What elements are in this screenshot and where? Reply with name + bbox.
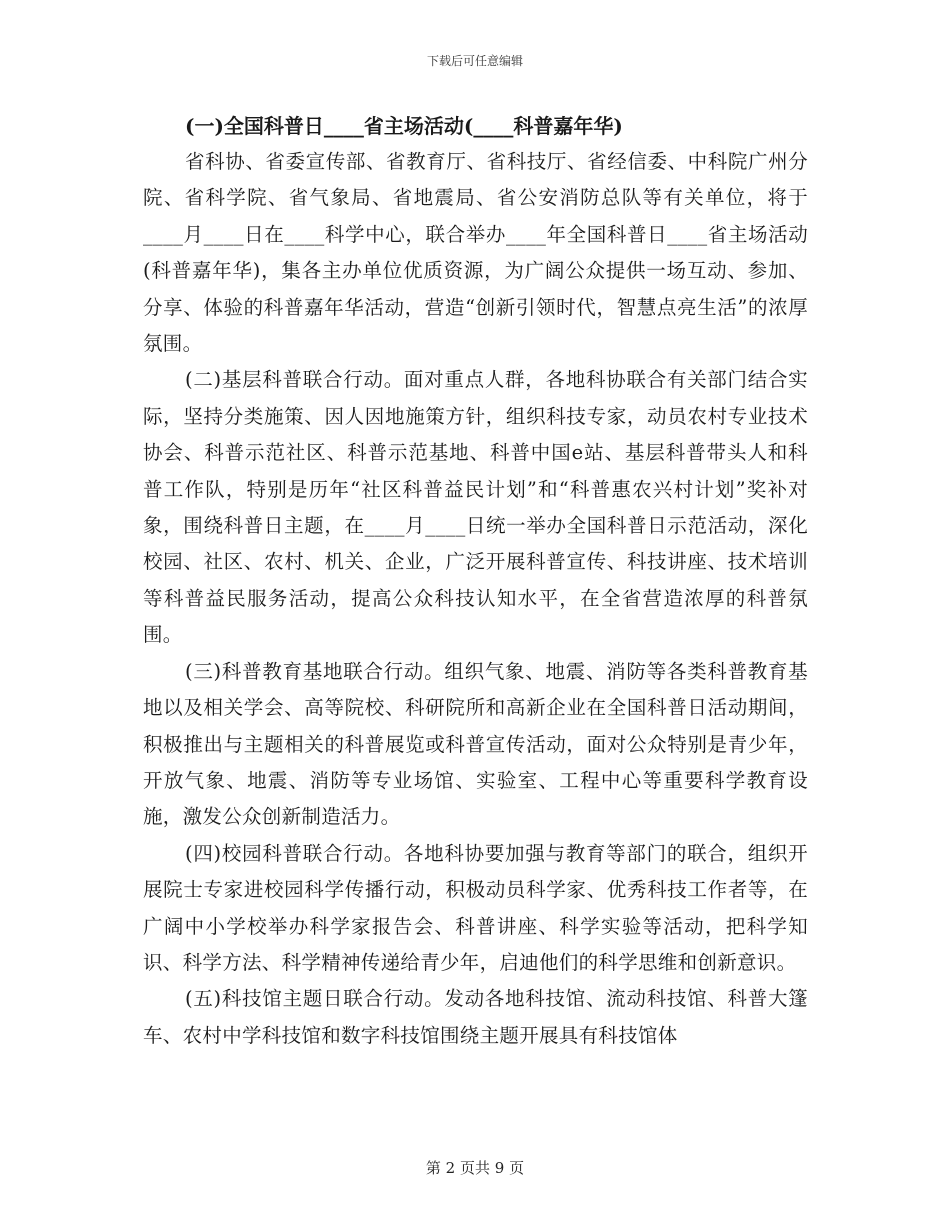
paragraph-2: (二)基层科普联合行动。面对重点人群，各地科协联合有关部门结合实际，坚持分类施策、因人因地施策方针，组织科技专家，动员农村专业技术协会、科普示范社区、科普示范基地、科普中国e站、基层科普带头人和科普工作队，特别是历年“社区科普益民计划”和“科普惠农兴村计划”奖补对象，围绕科普日主题，在____月____日统一举办全国科普日示范活动，深化校园、社区、农村、机关、企业，广泛开展科普宣传、科技讲座、技术培训等科普益民服务活动，提高公众科技认知水平，在全省营造浓厚的科普氛围。 (143, 368, 808, 647)
paragraph-4: (四)校园科普联合行动。各地科协要加强与教育等部门的联合，组织开展院士专家进校园科学传播行动，积极动员科学家、优秀科技工作者等，在广阔中小学校举办科学家报告会、科普讲座、科学实验等活动，把科学知识、科学方法、科学精神传递给青少年，启迪他们的科学思维和创新意识。 (143, 841, 808, 974)
page-number: 第 2 页共 9 页 (425, 1159, 525, 1177)
paragraph-5: (五)科技馆主题日联合行动。发动各地科技馆、流动科技馆、科普大篷车、农村中学科技馆和数字科技馆围绕主题开展具有科技馆体 (143, 987, 808, 1047)
document-body (143, 108, 808, 1054)
paragraph-1: 省科协、省委宣传部、省教育厅、省科技厅、省经信委、中科院广州分院、省科学院、省气象局、省地震局、省公安消防总队等有关单位，将于____月____日在____科学中心，联合举办____年全国科普日____省主场活动(科普嘉年华)，集各主办单位优质资源，为广阔公众提供一场互动、参加、分享、体验的科普嘉年华活动，营造“创新引领时代，智慧点亮生活”的浓厚氛围。 (143, 150, 808, 356)
page-header-note: 下载后可任意编辑 (426, 54, 523, 68)
section-heading: (一)全国科普日____省主场活动(____科普嘉年华) (185, 114, 623, 138)
paragraph-3: (三)科普教育基地联合行动。组织气象、地震、消防等各类科普教育基地以及相关学会、高等院校、科研院所和高新企业在全国科普日活动期间，积极推出与主题相关的科普展览或科普宣传活动，面对公众特别是青少年，开放气象、地震、消防等专业场馆、实验室、工程中心等重要科学教育设施，激发公众创新制造活力。 (143, 659, 808, 829)
